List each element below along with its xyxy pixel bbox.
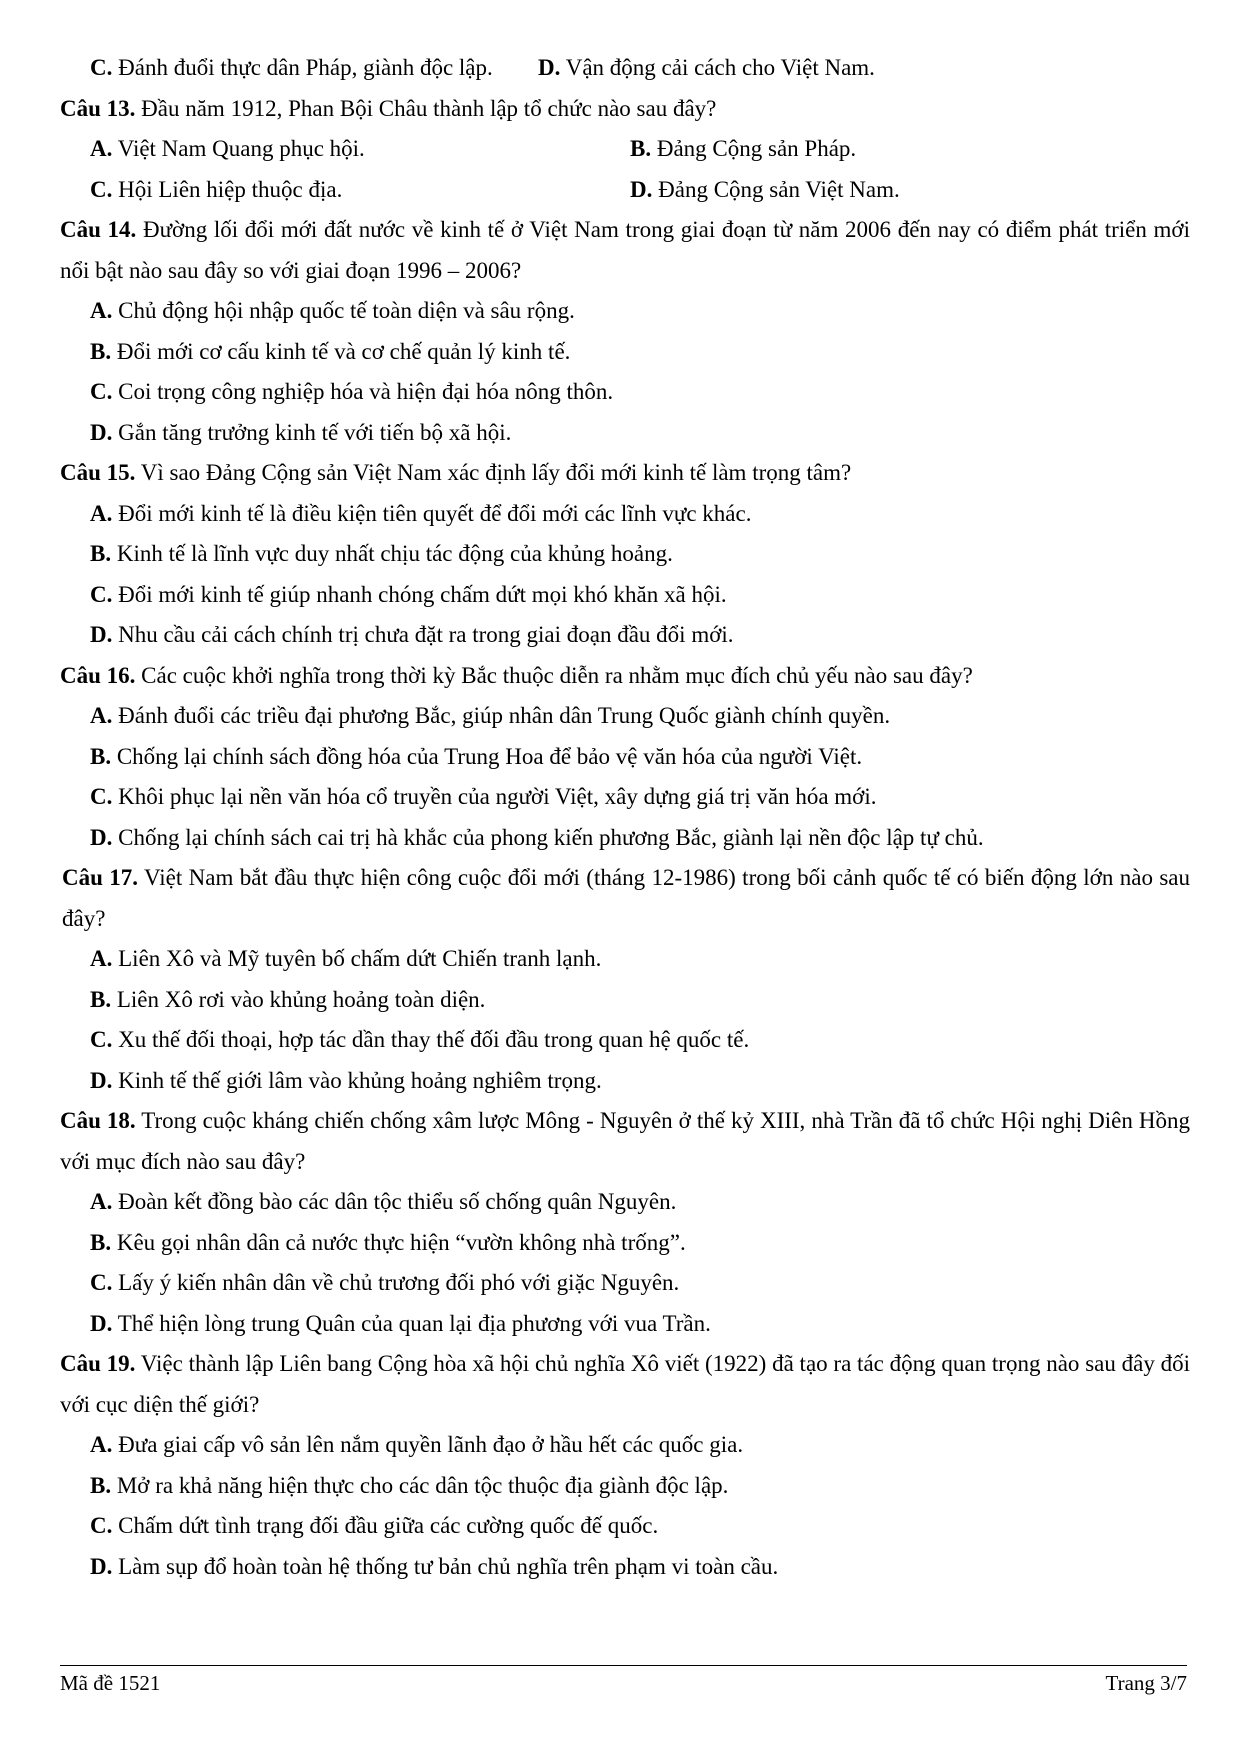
option-a: A. Chủ động hội nhập quốc tế toàn diện và sâu rộng. [90,298,575,323]
option-row [60,129,1190,170]
footer-divider [60,1665,1187,1666]
option-c: C. Đánh đuổi thực dân Pháp, giành độc lập. [90,55,493,80]
option-c: C. Coi trọng công nghiệp hóa và hiện đại hóa nông thôn. [90,379,614,404]
option-c: C. Đổi mới kinh tế giúp nhanh chóng chấm dứt mọi khó khăn xã hội. [90,581,727,607]
option-a: A. Việt Nam Quang phục hội. [90,136,365,161]
option-a: A. Đưa giai cấp vô sản lên nắm quyền lãnh đạo ở hầu hết các quốc gia. [90,1432,744,1457]
exam-page [60,48,1190,1587]
option-b: B. Đảng Cộng sản Pháp. [630,136,857,161]
option-d: D. Gắn tăng trưởng kinh tế với tiến bộ xã hội. [90,419,512,445]
option-d: D. Kinh tế thế giới lâm vào khủng hoảng nghiêm trọng. [90,1067,602,1093]
option-b: B. Liên Xô rơi vào khủng hoảng toàn diện. [90,986,486,1012]
option-d: D. Đảng Cộng sản Việt Nam. [630,176,900,202]
option-d: D. Vận động cải cách cho Việt Nam. [538,55,875,80]
question-19: Câu 19. Việc thành lập Liên bang Cộng hòa xã hội chủ nghĩa Xô viết (1922) đã tạo ra tác động quan trọng nào sau đây đối với cục diện thế giới? [60,1351,1190,1417]
option-b: B. Chống lại chính sách đồng hóa của Trung Hoa để bảo vệ văn hóa của người Việt. [90,743,863,769]
option-c: C. Xu thế đối thoại, hợp tác dần thay thế đối đầu trong quan hệ quốc tế. [90,1027,750,1052]
option-a: A. Liên Xô và Mỹ tuyên bố chấm dứt Chiến tranh lạnh. [90,946,602,971]
option-b: B. Kinh tế là lĩnh vực duy nhất chịu tác động của khủng hoảng. [90,541,673,566]
exam-code: Mã đề 1521 [60,1671,161,1695]
option-a: A. Đánh đuổi các triều đại phương Bắc, giúp nhân dân Trung Quốc giành chính quyền. [90,703,891,728]
option-d: D. Thể hiện lòng trung Quân của quan lại địa phương với vua Trần. [90,1310,711,1336]
option-row [60,170,1190,211]
option-d: D. Nhu cầu cải cách chính trị chưa đặt ra trong giai đoạn đầu đổi mới. [90,622,734,647]
option-c: C. Khôi phục lại nền văn hóa cổ truyền của người Việt, xây dựng giá trị văn hóa mới. [90,784,877,809]
option-b: B. Kêu gọi nhân dân cả nước thực hiện “vườn không nhà trống”. [90,1229,686,1255]
question-16: Câu 16. Các cuộc khởi nghĩa trong thời kỳ Bắc thuộc diễn ra nhằm mục đích chủ yếu nào sau đây? [60,662,973,688]
option-d: D. Chống lại chính sách cai trị hà khắc của phong kiến phương Bắc, giành lại nền độc lập tự chủ. [90,824,984,850]
question-15: Câu 15. Vì sao Đảng Cộng sản Việt Nam xác định lấy đổi mới kinh tế làm trọng tâm? [60,460,852,485]
page-footer [60,1671,1187,1696]
option-a: A. Đổi mới kinh tế là điều kiện tiên quyết để đổi mới các lĩnh vực khác. [90,500,752,526]
question-18: Câu 18. Trong cuộc kháng chiến chống xâm lược Mông - Nguyên ở thế kỷ XIII, nhà Trần đã tổ chức Hội nghị Diên Hồng với mục đích nào sau đây? [60,1108,1190,1174]
option-c: C. Chấm dứt tình trạng đối đầu giữa các cường quốc đế quốc. [90,1513,659,1538]
option-row [60,48,1190,89]
option-b: B. Đổi mới cơ cấu kinh tế và cơ chế quản lý kinh tế. [90,338,571,364]
option-a: A. Đoàn kết đồng bào các dân tộc thiểu số chống quân Nguyên. [90,1189,677,1214]
option-d: D. Làm sụp đổ hoàn toàn hệ thống tư bản chủ nghĩa trên phạm vi toàn cầu. [90,1553,779,1579]
question-17: Câu 17. Việt Nam bắt đầu thực hiện công cuộc đổi mới (tháng 12-1986) trong bối cảnh quốc tế có biến động lớn nào sau đây? [62,865,1190,931]
page-number: Trang 3/7 [1105,1671,1187,1695]
question-13: Câu 13. Đầu năm 1912, Phan Bội Châu thành lập tổ chức nào sau đây? [60,95,717,121]
question-14: Câu 14. Đường lối đổi mới đất nước về kinh tế ở Việt Nam trong giai đoạn từ năm 2006 đến nay có điểm phát triển mới nổi bật nào sau đây so với giai đoạn 1996 – 2006? [60,217,1190,283]
option-b: B. Mở ra khả năng hiện thực cho các dân tộc thuộc địa giành độc lập. [90,1472,729,1498]
option-c: C. Hội Liên hiệp thuộc địa. [90,176,343,202]
option-c: C. Lấy ý kiến nhân dân về chủ trương đối phó với giặc Nguyên. [90,1270,680,1295]
